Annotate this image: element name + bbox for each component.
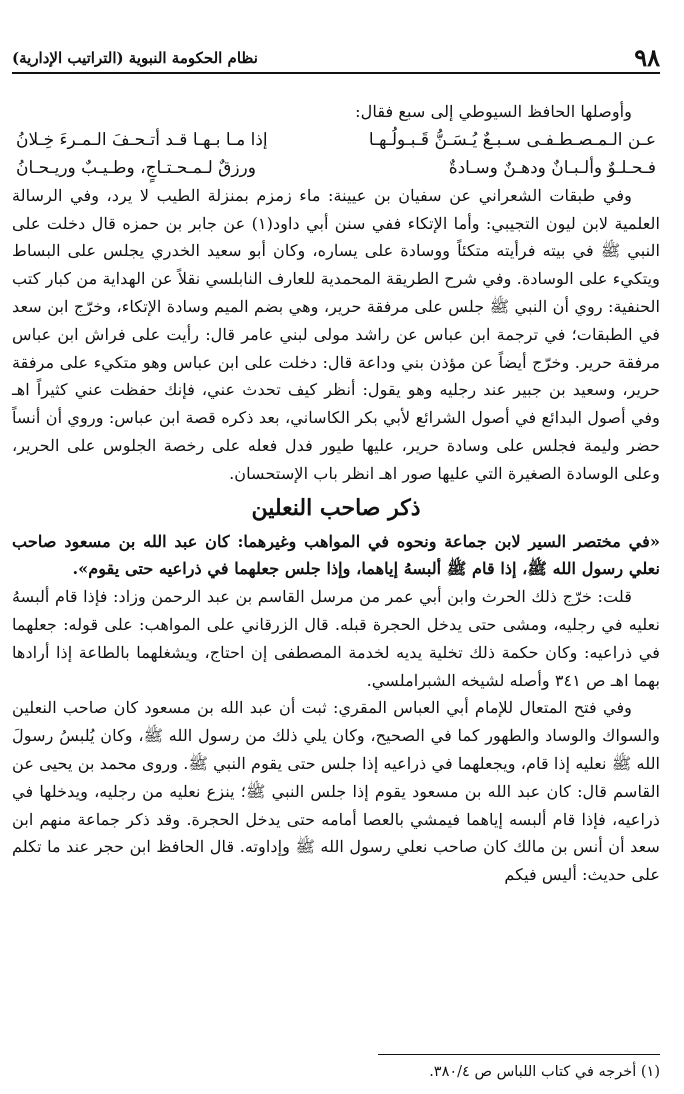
quote-end: . [72,559,79,579]
quote-bold: كان عبد الله بن مسعود صاحب نعلي رسول الله ﷺ، إذا قام ﷺ ألبسهُ إياهما، وإذا جلس جعلهما في ذراعيه حتى يقوم» [12,531,660,579]
book-page [12,0,660,1094]
quote-lead: «في مختصر السير لابن جماعة ونحوه في المواهب وغيرهما: [229,531,660,551]
page-header [12,44,660,72]
running-title: نظام الحكومة النبوية (التراتيب الإدارية) [12,49,258,67]
paragraph: قلت: خرّج ذلك الحرث وابن أبي عمر من مرسل القاسم بن عبد الرحمن وزاد: فإذا قام ألبسهُ نعليه في رجليه، ومشى حتى يدخل الحجرة قبله. قال الزرقاني على المواهب: على قوله: جعلهما في ذراعيه: وكان حكمة ذلك تخلية يديه لخدمة المصطفى إن احتاج، ويشغلهما بالطاعة إذا أرادها بهما اهـ ص ٣٤١ وأصله لشيخه الشبراملسي. [12,587,660,690]
poem-line-2 [12,154,660,182]
page-number: ٩٨ [634,43,660,72]
poem-hemistich: فـحـلـوٌ وألـبـانٌ ودهـنٌ وسـادةٌ [448,157,656,178]
poem-hemistich: عـن الـمـصـطـفـى سـبـعٌ يُـسَـنُّ قَـبـولُـهـا [368,129,656,150]
footnote: (١) أخرجه في كتاب اللباس ص ٣٨٠/٤. [429,1064,660,1080]
section-title: ذكر صاحب النعلين [251,494,421,521]
poem-line-1 [12,126,660,154]
poem-hemistich: إذا مـا بـهـا قـد أتـحـفَ الـمـرءَ خِـلانُ [16,129,268,150]
intro-line: وأوصلها الحافظ السيوطي إلى سبع فقال: [355,102,632,121]
paragraph: وفي فتح المتعال للإمام أبي العباس المقري: ثبت أن عبد الله بن مسعود كان صاحب النعلين والسواك والوساد والطهور كما في الصحيح، وكان يلي ذلك من رسول الله ﷺ، وكان يُلبسُ رسولَ الله ﷺ نعليه إذا قام، ويجعلهما في ذراعيه إذا جلس حتى يقوم النبي ﷺ. وروى محمد بن يحيى عن القاسم قال: كان عبد الله بن مسعود يقوم إذا جلس النبي ﷺ؛ ينزع نعليه من رجليه، ويدخلها في ذراعيه، فإذا قام ألبسه إياهما فيمشي بالعصا أمامه حتى يدخل الحجرة. وقد ذكر جماعة منهم ابن سعد أن أنس بن مالك كان صاحب نعلي رسول الله ﷺ وإداوته. قال الحافظ ابن حجر عند ما تكلم على حديث: أليس فيكم [12,698,660,885]
poem-hemistich: ورزقٌ لـمـحـتـاجٍ، وطـيـبٌ وريـحـانُ [16,157,256,178]
footnote-rule [378,1054,660,1055]
page-body [12,98,660,889]
paragraph: وفي طبقات الشعراني عن سفيان بن عيينة: ماء زمزم بمنزلة الطيب لا يرد، وفي الرسالة العلمية لابن ليون التجيبي: وأما الإتكاء ففي سنن أبي داود(١) عن جابر بن حمزه قال دخلت على النبي ﷺ في بيته فرأيته متكئاً ووسادة على يساره، وكان أبو سعيد الخدري يجلس على البساط ويتكيء على الوسادة. وفي شرح الطريقة المحمدية للعارف النابلسي نقلاً عن الهداية من كبار كتب الحنفية: روي أن النبي ﷺ جلس على مرفقة حرير، وهي بضم الميم وسادة الإتكاء، وخرّج ابن سعد في الطبقات؛ في ترجمة ابن عباس عن راشد مولى لبني عامر قال: رأيت على فراش ابن عباس مرفقة حرير. وخرّج أيضاً عن مؤذن بني وداعة قال: دخلت على ابن عباس وهو متكيء على مرفقة حرير، وسعيد بن جبير عند رجليه وهو يقول: أنظر كيف تحدث عني، فإنك حفظت عني كثيراً اهـ وفي أصول البدائع في أصول الشرائع لأبي بكر الكاساني، بعد ذكره قصة ابن عباس: وروي أن أنساً حضر وليمة فجلس على وسادة حرير، عليها طيور فدل فعله على رخصة الجلوس على الحرير، وعلى الوسادة الصغيرة التي عليها صور اهـ انظر باب الإستحسان. [12,185,660,483]
quoted-paragraph [12,528,660,584]
header-rule [12,72,660,74]
